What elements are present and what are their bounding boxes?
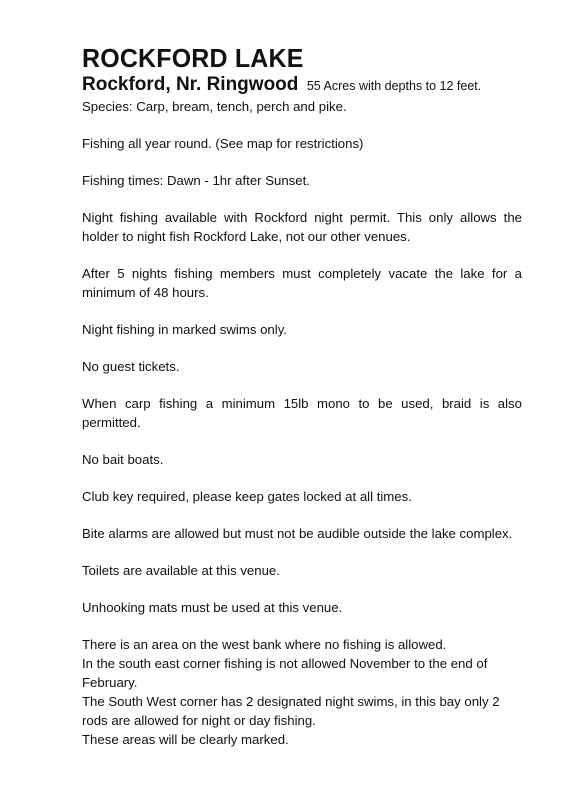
venue-acres: 55 Acres with depths to 12 feet. (306, 79, 482, 93)
rule-bite-alarms: Bite alarms are allowed but must not be audible outside the lake complex. (82, 526, 513, 541)
venue-document (82, 44, 522, 749)
rule-toilets: Toilets are available at this venue. (82, 563, 280, 578)
restriction-marked: These areas will be clearly marked. (82, 732, 289, 747)
rule-club-key: Club key required, please keep gates locked at all times. (82, 489, 412, 504)
species-text: Species: Carp, bream, tench, perch and pike. (82, 99, 347, 114)
rule-season: Fishing all year round. (See map for restrictions) (82, 136, 364, 151)
rule-fishing-times: Fishing times: Dawn - 1hr after Sunset. (82, 173, 310, 188)
rule-vacate: After 5 nights fishing members must completely vacate the lake for a minimum of 48 hours. (82, 266, 522, 300)
restriction-south-west: The South West corner has 2 designated night swims, in this bay only 2 rods are allowed for night or day fishing. (82, 694, 500, 728)
rule-night-permit: Night fishing available with Rockford night permit. This only allows the holder to night fish Rockford Lake, not our other venues. (82, 210, 522, 244)
rule-guest-tickets: No guest tickets. (82, 359, 180, 374)
rule-bait-boats: No bait boats. (82, 452, 164, 467)
restriction-west-bank: There is an area on the west bank where no fishing is allowed. (82, 637, 447, 652)
venue-location: Rockford, Nr. Ringwood (82, 74, 299, 95)
restriction-south-east: In the south east corner fishing is not allowed November to the end of February. (82, 656, 488, 690)
page-title: ROCKFORD LAKE (82, 43, 304, 73)
subtitle-line (82, 74, 522, 97)
rule-carp-mono: When carp fishing a minimum 15lb mono to be used, braid is also permitted. (82, 396, 522, 430)
rule-unhooking-mats: Unhooking mats must be used at this venue. (82, 600, 343, 615)
restrictions-block (82, 635, 522, 749)
rule-marked-swims: Night fishing in marked swims only. (82, 322, 287, 337)
